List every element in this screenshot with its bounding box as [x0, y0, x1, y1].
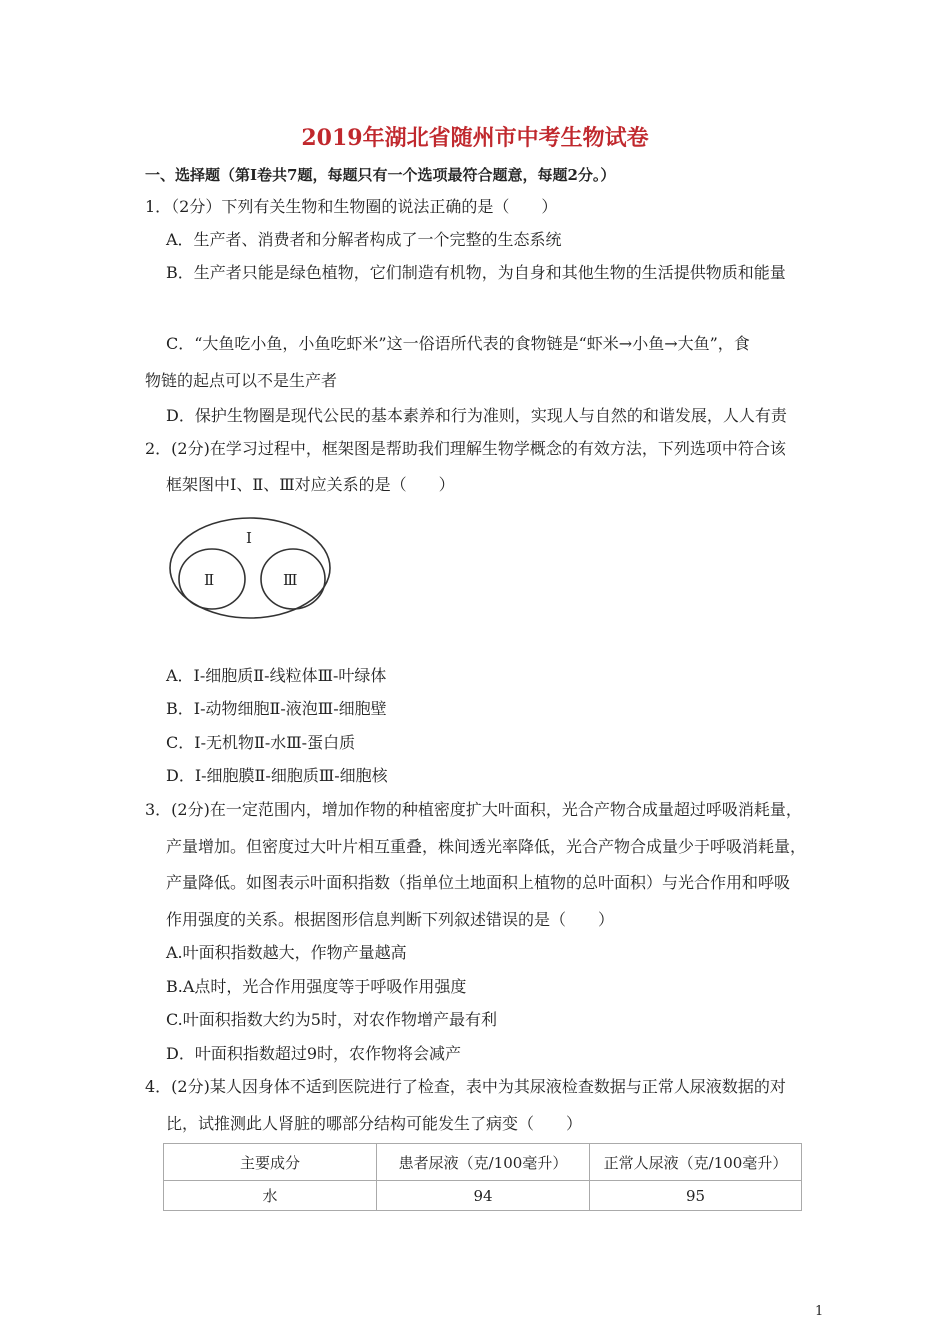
page-title: 2019年湖北省随州市中考生物试卷: [301, 125, 649, 151]
q3-stem-line3: 产量降低。如图表示叶面积指数（指单位土地面积上植物的总叶面积）与光合作用和呼吸: [166, 873, 791, 892]
q3-stem-line2: 产量增加。但密度过大叶片相互重叠，株间透光率降低，光合产物合成量少于呼吸消耗量，: [166, 837, 807, 856]
q3-stem-line4: 作用强度的关系。根据图形信息判断下列叙述错误的是（ ）: [166, 910, 615, 929]
q3-option-d: D．叶面积指数超过9时，农作物将会减产: [166, 1044, 462, 1063]
q1-stem: 1．（2分）下列有关生物和生物圈的说法正确的是（ ）: [145, 197, 558, 216]
q3-option-b: B.A点时，光合作用强度等于呼吸作用强度: [166, 977, 467, 996]
table-row: [164, 1181, 802, 1211]
q2-stem: 2．(2分)在学习过程中，框架图是帮助我们理解生物学概念的有效方法，下列选项中符合该: [145, 439, 786, 458]
q2-stem-cont: 框架图中Ⅰ、Ⅱ、Ⅲ对应关系的是（ ）: [166, 475, 455, 494]
page-number: 1: [815, 1304, 824, 1319]
table-cell: 水: [164, 1181, 377, 1211]
q2-option-d: D．Ⅰ-细胞膜Ⅱ-细胞质Ⅲ-细胞核: [166, 766, 388, 785]
label-right: Ⅲ: [283, 571, 298, 589]
venn-diagram: [166, 512, 336, 622]
urine-data-table: [163, 1143, 802, 1211]
q1-option-b: B．生产者只能是绿色植物，它们制造有机物，为自身和其他生物的生活提供物质和能量: [166, 263, 786, 282]
label-left: Ⅱ: [204, 571, 215, 589]
table-header-row: [164, 1144, 802, 1181]
q3-option-c: C.叶面积指数大约为5时，对农作物增产最有利: [166, 1010, 497, 1029]
label-outer: Ⅰ: [246, 529, 252, 547]
q2-option-b: B．Ⅰ-动物细胞Ⅱ-液泡Ⅲ-细胞壁: [166, 699, 387, 718]
table-header-cell: 主要成分: [164, 1144, 377, 1181]
q2-option-a: A．Ⅰ-细胞质Ⅱ-线粒体Ⅲ-叶绿体: [166, 666, 387, 685]
table-cell: 95: [590, 1181, 802, 1211]
table-header-cell: 患者尿液（克/100毫升）: [377, 1144, 590, 1181]
section-heading: 一、选择题（第Ⅰ卷共7题，每题只有一个选项最符合题意，每题2分。）: [145, 166, 616, 184]
q1-option-a: A．生产者、消费者和分解者构成了一个完整的生态系统: [166, 230, 562, 249]
q4-stem-cont: 比，试推测此人肾脏的哪部分结构可能发生了病变（ ）: [166, 1114, 583, 1133]
q1-option-c: C．“大鱼吃小鱼，小鱼吃虾米”这一俗语所代表的食物链是“虾米→小鱼→大鱼”，食: [166, 334, 750, 353]
q2-option-c: C．Ⅰ-无机物Ⅱ-水Ⅲ-蛋白质: [166, 733, 356, 752]
table-header-cell: 正常人尿液（克/100毫升）: [590, 1144, 802, 1181]
q1-option-d: D．保护生物圈是现代公民的基本素养和行为准则，实现人与自然的和谐发展，人人有责: [166, 406, 787, 425]
q1-option-c-cont: 物链的起点可以不是生产者: [145, 371, 338, 390]
q3-option-a: A.叶面积指数越大，作物产量越高: [166, 943, 407, 962]
q4-stem: 4．(2分)某人因身体不适到医院进行了检查，表中为其尿液检查数据与正常人尿液数据的对: [145, 1077, 786, 1096]
q3-stem: 3．(2分)在一定范围内，增加作物的种植密度扩大叶面积，光合产物合成量超过呼吸消耗量，: [145, 800, 802, 819]
table-cell: 94: [377, 1181, 590, 1211]
